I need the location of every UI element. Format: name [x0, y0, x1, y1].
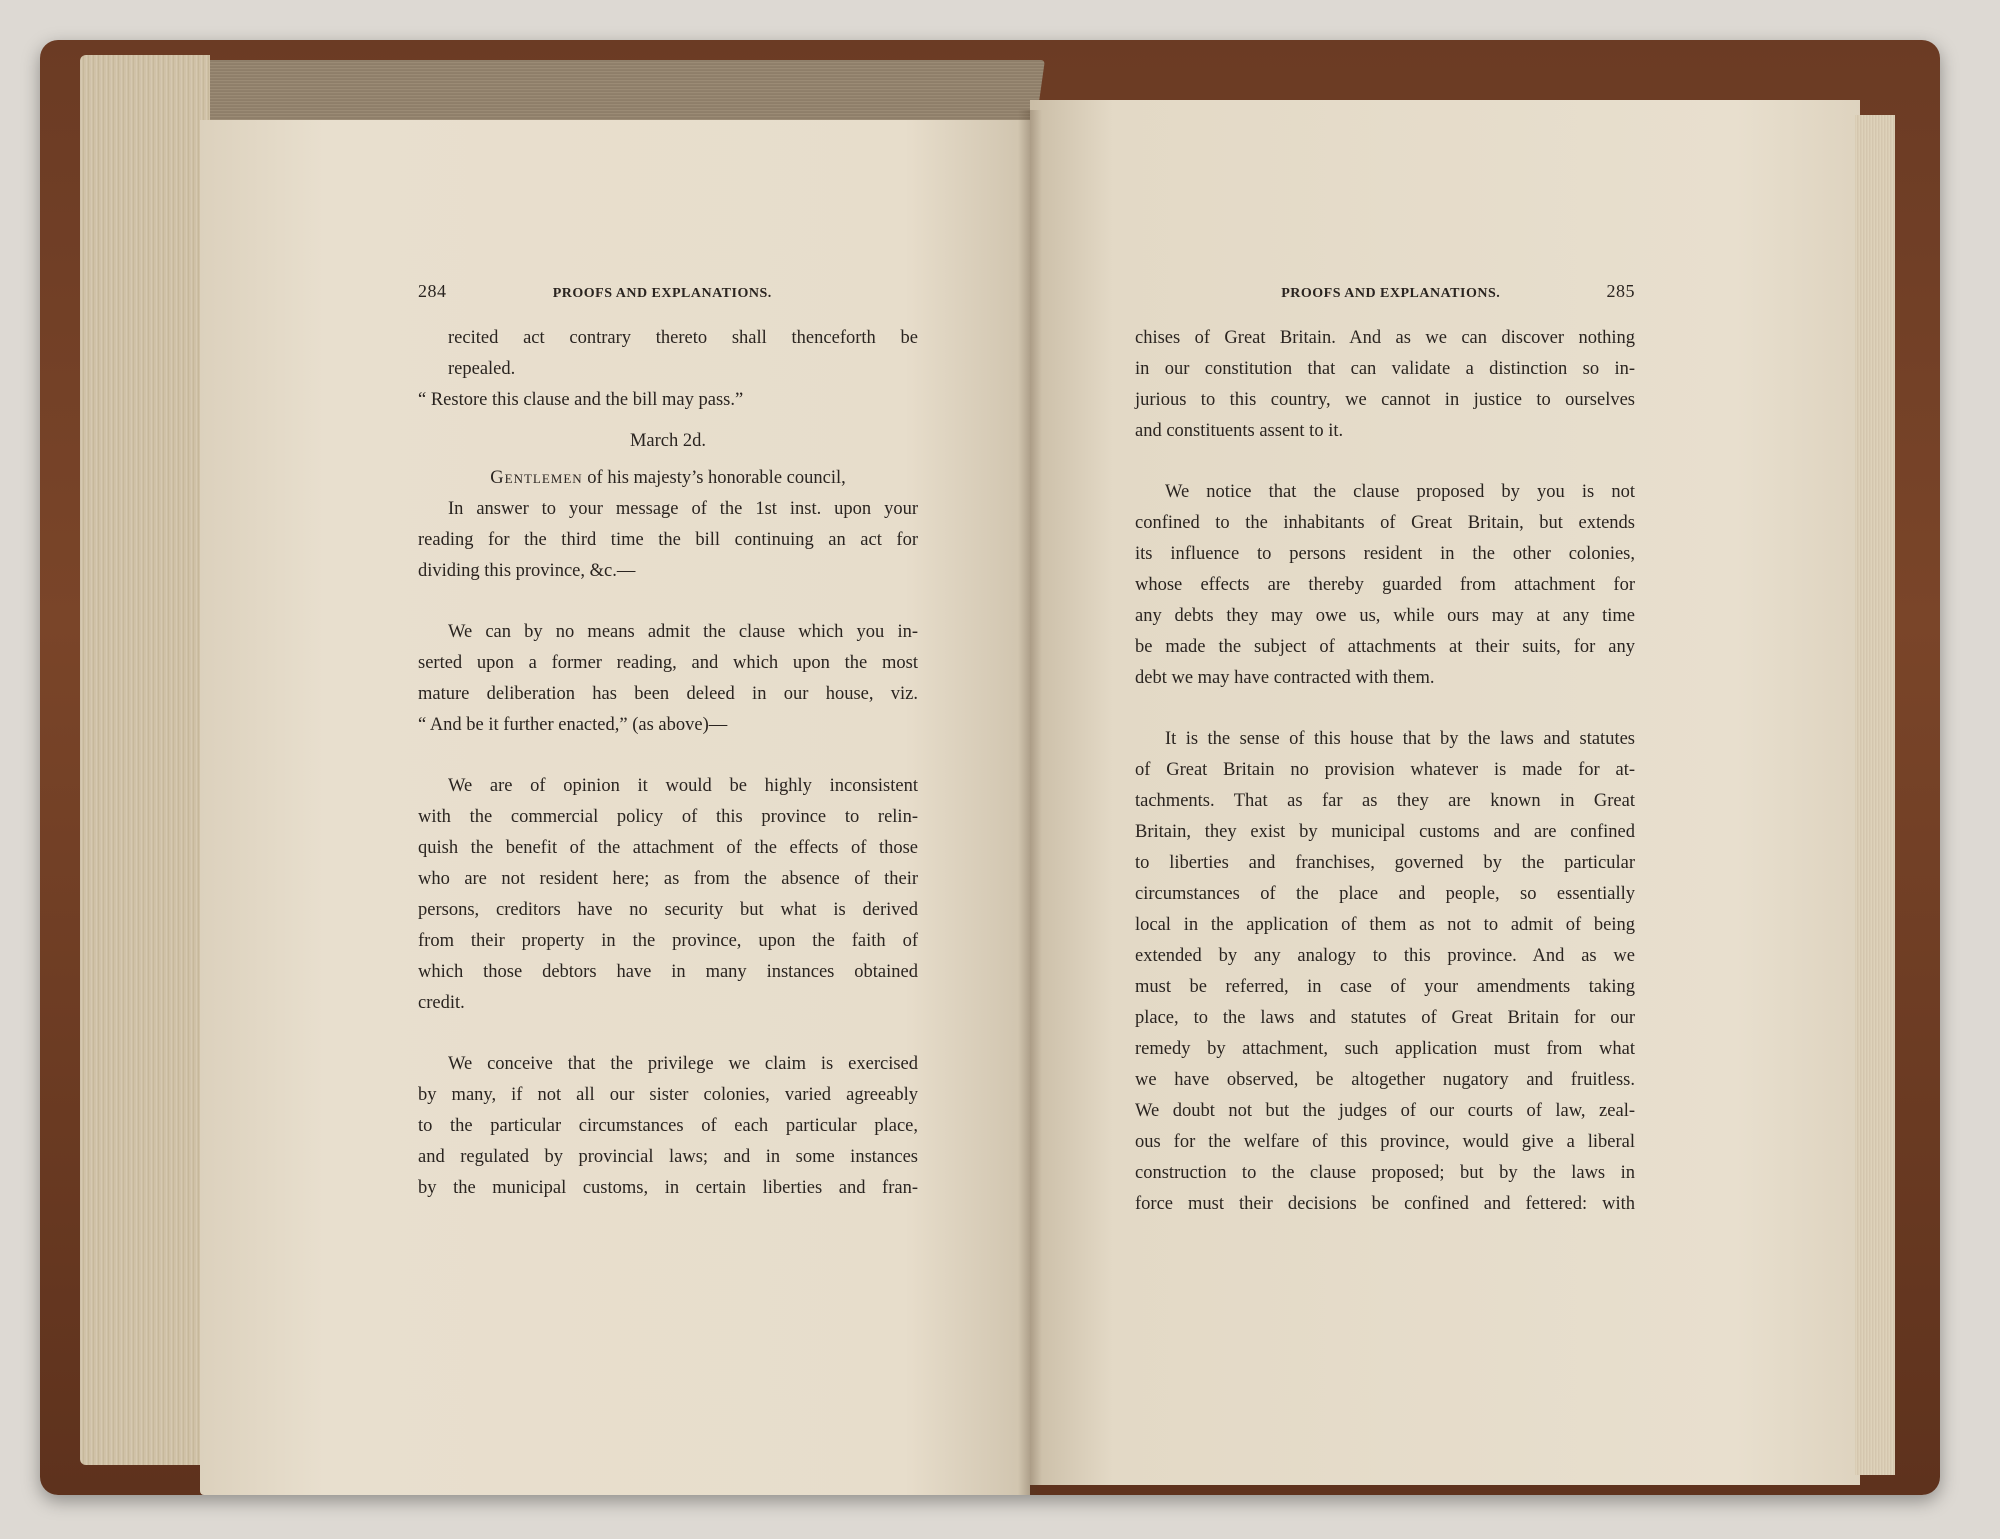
- text-line: reading for the third time the bill continuing an act for: [418, 530, 918, 550]
- page-block-fore-edge: [80, 55, 210, 1465]
- text-line: debt we may have contracted with them.: [1135, 668, 1435, 688]
- salutation-rest: of his majesty’s honorable council,: [587, 468, 846, 488]
- text-line: with the commercial policy of this province to relin-: [418, 807, 918, 827]
- text-line: chises of Great Britain. And as we can discover nothing: [1135, 328, 1635, 348]
- running-head-left: PROOFS AND EXPLANATIONS.: [552, 286, 772, 301]
- page-number-left: 284: [418, 281, 447, 301]
- quote-line: “ Restore this clause and the bill may pass.”: [418, 390, 744, 410]
- text-line: extended by any analogy to this province. And as we: [1135, 946, 1635, 966]
- text-line: to the particular circumstances of each particular place,: [418, 1116, 918, 1136]
- text-line: to liberties and franchises, governed by the particular: [1135, 853, 1635, 873]
- right-page-text: [1135, 276, 1635, 1220]
- text-line: persons, creditors have no security but what is derived: [418, 900, 918, 920]
- text-line: force must their decisions be confined and fettered: with: [1135, 1194, 1635, 1214]
- text-line: by many, if not all our sister colonies, varied agreeably: [418, 1085, 918, 1105]
- date-line: March 2d.: [629, 431, 707, 451]
- text-line: dividing this province, &c.—: [418, 561, 636, 581]
- text-line: ous for the welfare of this province, would give a liberal: [1135, 1132, 1635, 1152]
- text-line: place, to the laws and statutes of Great Britain for our: [1135, 1008, 1635, 1028]
- text-line: whose effects are thereby guarded from attachment for: [1135, 575, 1635, 595]
- text-line: In answer to your message of the 1st inst. upon your: [448, 499, 918, 519]
- text-line: tachments. That as far as they are known in Great: [1135, 791, 1635, 811]
- text-line: must be referred, in case of your amendments taking: [1135, 977, 1635, 997]
- text-line: construction to the clause proposed; but by the laws in: [1135, 1163, 1635, 1183]
- salutation-caps: Gentlemen: [490, 468, 583, 488]
- text-line: We are of opinion it would be highly inconsistent: [448, 776, 918, 796]
- right-page-header: [1135, 276, 1635, 309]
- text-line: It is the sense of this house that by the laws and statutes: [1165, 729, 1635, 749]
- text-line: we have observed, be altogether nugatory and fruitless.: [1135, 1070, 1635, 1090]
- left-page-header: [418, 276, 918, 309]
- text-line: of Great Britain no provision whatever is made for at-: [1135, 760, 1635, 780]
- text-line: “ And be it further enacted,” (as above)—: [418, 715, 728, 735]
- text-line: remedy by attachment, such application must from what: [1135, 1039, 1635, 1059]
- text-line: by the municipal customs, in certain liberties and fran-: [418, 1178, 918, 1198]
- text-line: We can by no means admit the clause which you in-: [448, 622, 918, 642]
- text-line: local in the application of them as not to admit of being: [1135, 915, 1635, 935]
- text-line: from their property in the province, upon the faith of: [418, 931, 918, 951]
- page-number-right: 285: [1606, 281, 1635, 301]
- text-line: circumstances of the place and people, so essentially: [1135, 884, 1635, 904]
- text-line: and constituents assent to it.: [1135, 421, 1344, 441]
- text-line: Britain, they exist by municipal customs and are confined: [1135, 822, 1635, 842]
- text-line: credit.: [418, 993, 465, 1013]
- text-line: recited act contrary thereto shall thenceforth be: [448, 328, 918, 348]
- right-page-edges: [1855, 115, 1895, 1475]
- text-line: We conceive that the privilege we claim is exercised: [448, 1054, 918, 1074]
- text-line: serted upon a former reading, and which upon the most: [418, 653, 918, 673]
- text-line: mature deliberation has been deleed in our house, viz.: [418, 684, 918, 704]
- text-line: who are not resident here; as from the absence of their: [418, 869, 918, 889]
- text-line: be made the subject of attachments at their suits, for any: [1135, 637, 1635, 657]
- text-line: and regulated by provincial laws; and in some instances: [418, 1147, 918, 1167]
- running-head-right: PROOFS AND EXPLANATIONS.: [1281, 286, 1501, 301]
- text-line: repealed.: [448, 359, 516, 379]
- text-line: any debts they may owe us, while ours may at any time: [1135, 606, 1635, 626]
- text-line: We doubt not but the judges of our courts of law, zeal-: [1135, 1101, 1635, 1121]
- text-line: quish the benefit of the attachment of the effects of those: [418, 838, 918, 858]
- text-line: We notice that the clause proposed by you is not: [1165, 482, 1635, 502]
- left-page-text: [418, 276, 918, 1204]
- text-line: confined to the inhabitants of Great Britain, but extends: [1135, 513, 1635, 533]
- text-line: which those debtors have in many instances obtained: [418, 962, 918, 982]
- salutation: [418, 463, 918, 494]
- text-line: in our constitution that can validate a distinction so in-: [1135, 359, 1635, 379]
- book-gutter: [1018, 110, 1042, 1495]
- text-line: jurious to this country, we cannot in justice to ourselves: [1135, 390, 1635, 410]
- text-line: its influence to persons resident in the other colonies,: [1135, 544, 1635, 564]
